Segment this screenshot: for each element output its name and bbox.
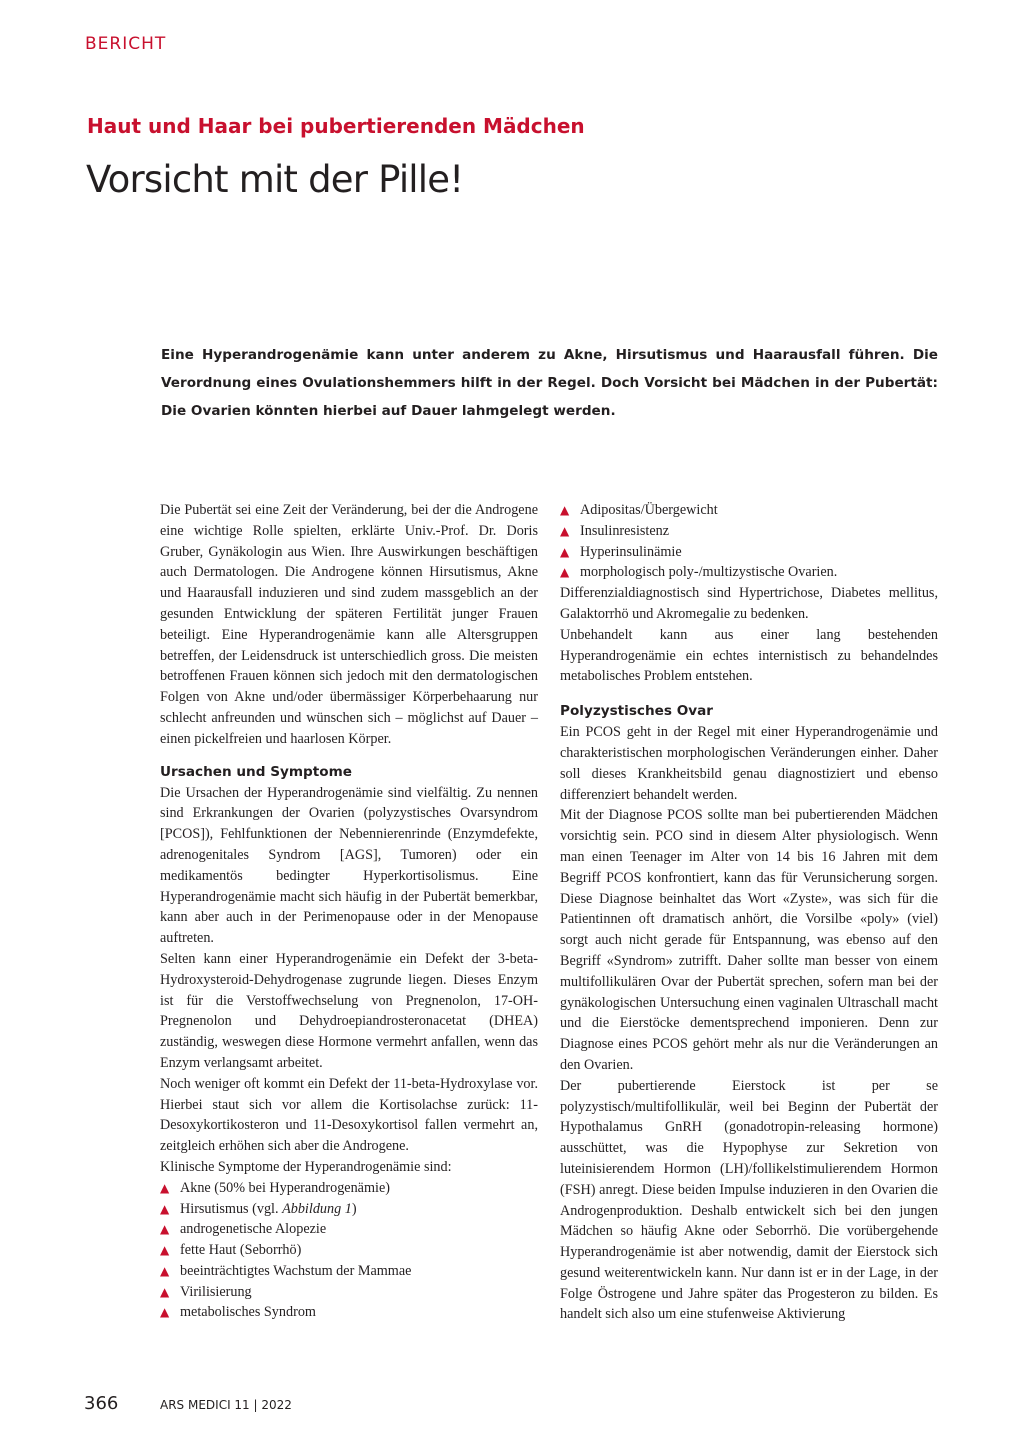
paragraph: Selten kann einer Hyperandrogenämie ein Defekt der 3-beta-Hydroxysteroid-Dehydrogenase zugrunde liegen. Dieses Enzym ist für die Verstoffwechselung von Pregnenolon, 17-OH-Pregnenolon und Dehydroepiandrosteronacetat (DHEA) zuständig, weswegen diese Hormone vermehrt anfallen, wenn das Enzym verlangsamt arbeitet.	[160, 950, 538, 1071]
article-subtitle: Haut und Haar bei pubertierenden Mädchen	[87, 114, 585, 138]
paragraph: Mit der Diagnose PCOS sollte man bei pubertierenden Mädchen vorsichtig sein. PCO sind in diesem Alter physiologisch. Wenn man einen Teenager im Alter von 14 bis 16 Jahren mit dem Begriff PCOS konfrontiert, kann das für Verunsicherung sorgen. Diese Diagnose beinhaltet das Wort «Zyste», was sich für die Patientinnen oft dramatisch anhört, die Vorsilbe «poly» (viel) sorgt auch nicht gerade für Entspannung, was ebenso auf den Begriff «Syndrom» zutrifft. Daher sollte man besser von einem multifollikulären Ovar der Pubertät sprechen, sofern man bei der gynäkologischen Untersuchung einen vaginalen Ultraschall macht und die Eierstöcke dementsprechend imponieren. Denn zur Diagnose eines PCOS gehört mehr als nur die Veränderungen an den Ovarien.	[560, 807, 938, 1073]
red-triangle-bullet-icon: ▲	[560, 544, 570, 559]
section-label: BERICHT	[85, 34, 167, 54]
figure-reference: Abbildung 1	[282, 1200, 352, 1217]
paragraph: Der pubertierende Eierstock ist per se polyzystisch/multifollikulär, weil bei Beginn der Pubertät der Hypothalamus GnRH (gonadotropin-releasing hormone) ausschüttet, was die Hypophyse zur Sekretion von luteinisierendem Hormon (LH)/follikelstimulierendem Hormon (FSH) anregt. Diese beiden Impulse induzieren in den Ovarien die Androgenproduktion. Deshalb entwickelt sich bei den jungen Mädchen so häufig Akne oder Seborrhö. Die vorübergehende Hyperandrogenämie ist aber notwendig, damit der Eierstock sich gesund weiterentwickeln kann. Nur dann ist er in der Lage, in der Folge Östrogene und Jahre später das Progesteron zu bilden. Es handelt sich also um eine stufenweise Aktivierung	[560, 1077, 938, 1323]
list-item: ▲ beeinträchtigtes Wachstum der Mammae	[160, 1261, 538, 1282]
list-item: ▲ metabolisches Syndrom	[160, 1302, 538, 1323]
list-item: ▲ Hirsutismus (vgl. Abbildung 1)	[160, 1199, 538, 1220]
red-triangle-bullet-icon: ▲	[160, 1180, 170, 1195]
list-item: ▲ Akne (50% bei Hyperandrogenämie)	[160, 1178, 538, 1199]
paragraph: Noch weniger oft kommt ein Defekt der 11-beta-Hydroxylase vor. Hierbei staut sich vor allem die Kortisolachse zurück: 11-Desoxykortikosteron und 11-Desoxykortisol fallen vermehrt an, zeitgleich erhöhen sich aber die Androgene.	[160, 1075, 538, 1155]
paragraph: Ein PCOS geht in der Regel mit einer Hyperandrogenämie und charakteristischen morphologischen Veränderungen einher. Daher soll dieses Krankheitsbild genau diagnostiziert und ebenso differenziert behandelt werden.	[560, 724, 938, 803]
paragraph: Klinische Symptome der Hyperandrogenämie sind:	[160, 1158, 452, 1175]
list-item: ▲ Insulinresistenz	[560, 521, 938, 542]
red-triangle-bullet-icon: ▲	[560, 503, 570, 517]
red-triangle-bullet-icon: ▲	[560, 565, 570, 580]
red-triangle-bullet-icon: ▲	[560, 523, 570, 538]
heading-ursachen: Ursachen und Symptome	[160, 763, 352, 780]
red-triangle-bullet-icon: ▲	[160, 1263, 170, 1278]
symptom-list-continued	[560, 500, 938, 583]
list-item: ▲ Adipositas/Übergewicht	[560, 500, 938, 521]
red-triangle-bullet-icon: ▲	[160, 1201, 170, 1216]
red-triangle-bullet-icon: ▲	[160, 1284, 170, 1299]
red-triangle-bullet-icon: ▲	[160, 1222, 170, 1237]
red-triangle-bullet-icon: ▲	[160, 1305, 170, 1320]
heading-pcos: Polyzystisches Ovar	[560, 703, 714, 720]
list-item: ▲ Virilisierung	[160, 1282, 538, 1303]
left-column	[160, 500, 538, 1323]
paragraph: Differenzialdiagnostisch sind Hypertrichose, Diabetes mellitus, Galaktorrhö und Akromegalie zu bedenken.	[560, 585, 938, 622]
red-triangle-bullet-icon: ▲	[160, 1243, 170, 1258]
article-title: Vorsicht mit der Pille!	[86, 158, 464, 201]
paragraph: Die Ursachen der Hyperandrogenämie sind vielfältig. Zu nennen sind Erkrankungen der Ovarien (polyzystisches Ovarsyndrom [PCOS]), Fehlfunktionen der Nebennierenrinde (Enzymdefekte, adrenogenitales Syndrom [AGS], Tumoren) oder ein medikamentös bedingter Hyperkortisolismus. Eine Hyperandrogenämie macht sich häufig in der Pubertät bemerkbar, kann aber auch in der Perimenopause oder in der Menopause auftreten.	[160, 784, 538, 947]
list-item: ▲ morphologisch poly-/multizystische Ovarien.	[560, 562, 938, 583]
list-item: ▲ Hyperinsulinämie	[560, 542, 938, 563]
symptom-list	[160, 1178, 538, 1324]
journal-issue: ARS MEDICI 11 | 2022	[160, 1398, 292, 1412]
list-item: ▲ androgenetische Alopezie	[160, 1219, 538, 1240]
right-column	[560, 500, 938, 1325]
list-item: ▲ fette Haut (Seborrhö)	[160, 1240, 538, 1261]
page-number: 366	[84, 1393, 119, 1414]
intro-paragraph: Die Pubertät sei eine Zeit der Veränderung, bei der die Androgene eine wichtige Rolle spielten, erklärte Univ.-Prof. Dr. Doris Gruber, Gynäkologin aus Wien. Ihre Auswirkungen beschäftigen auch Dermatologen. Die Androgene können Hirsutismus, Akne und Haarausfall induzieren und sind zudem massgeblich an der gesunden Entwicklung der späteren Fertilität junger Frauen beteiligt. Eine Hyperandrogenämie kann alle Altersgruppen betreffen, der Leidensdruck ist unterschiedlich gross. Die meisten betroffenen Frauen können sich jedoch mit den dermatologischen Folgen von Akne und/oder übermässiger Körperbehaarung nur schlecht anfreunden und wünschen sich – möglichst auf Dauer – einen pickelfreien und haarlosen Körper.	[160, 502, 538, 747]
paragraph: Unbehandelt kann aus einer lang bestehenden Hyperandrogenämie ein echtes internistisch zu behandelndes metabolisches Problem entstehen.	[560, 626, 938, 685]
lead-paragraph: Eine Hyperandrogenämie kann unter anderem zu Akne, Hirsutismus und Haarausfall führen. Die Verordnung eines Ovulationshemmers hilft in der Regel. Doch Vorsicht bei Mädchen in der Pubertät: Die Ovarien könnten hierbei auf Dauer lahmgelegt werden.	[161, 347, 938, 419]
